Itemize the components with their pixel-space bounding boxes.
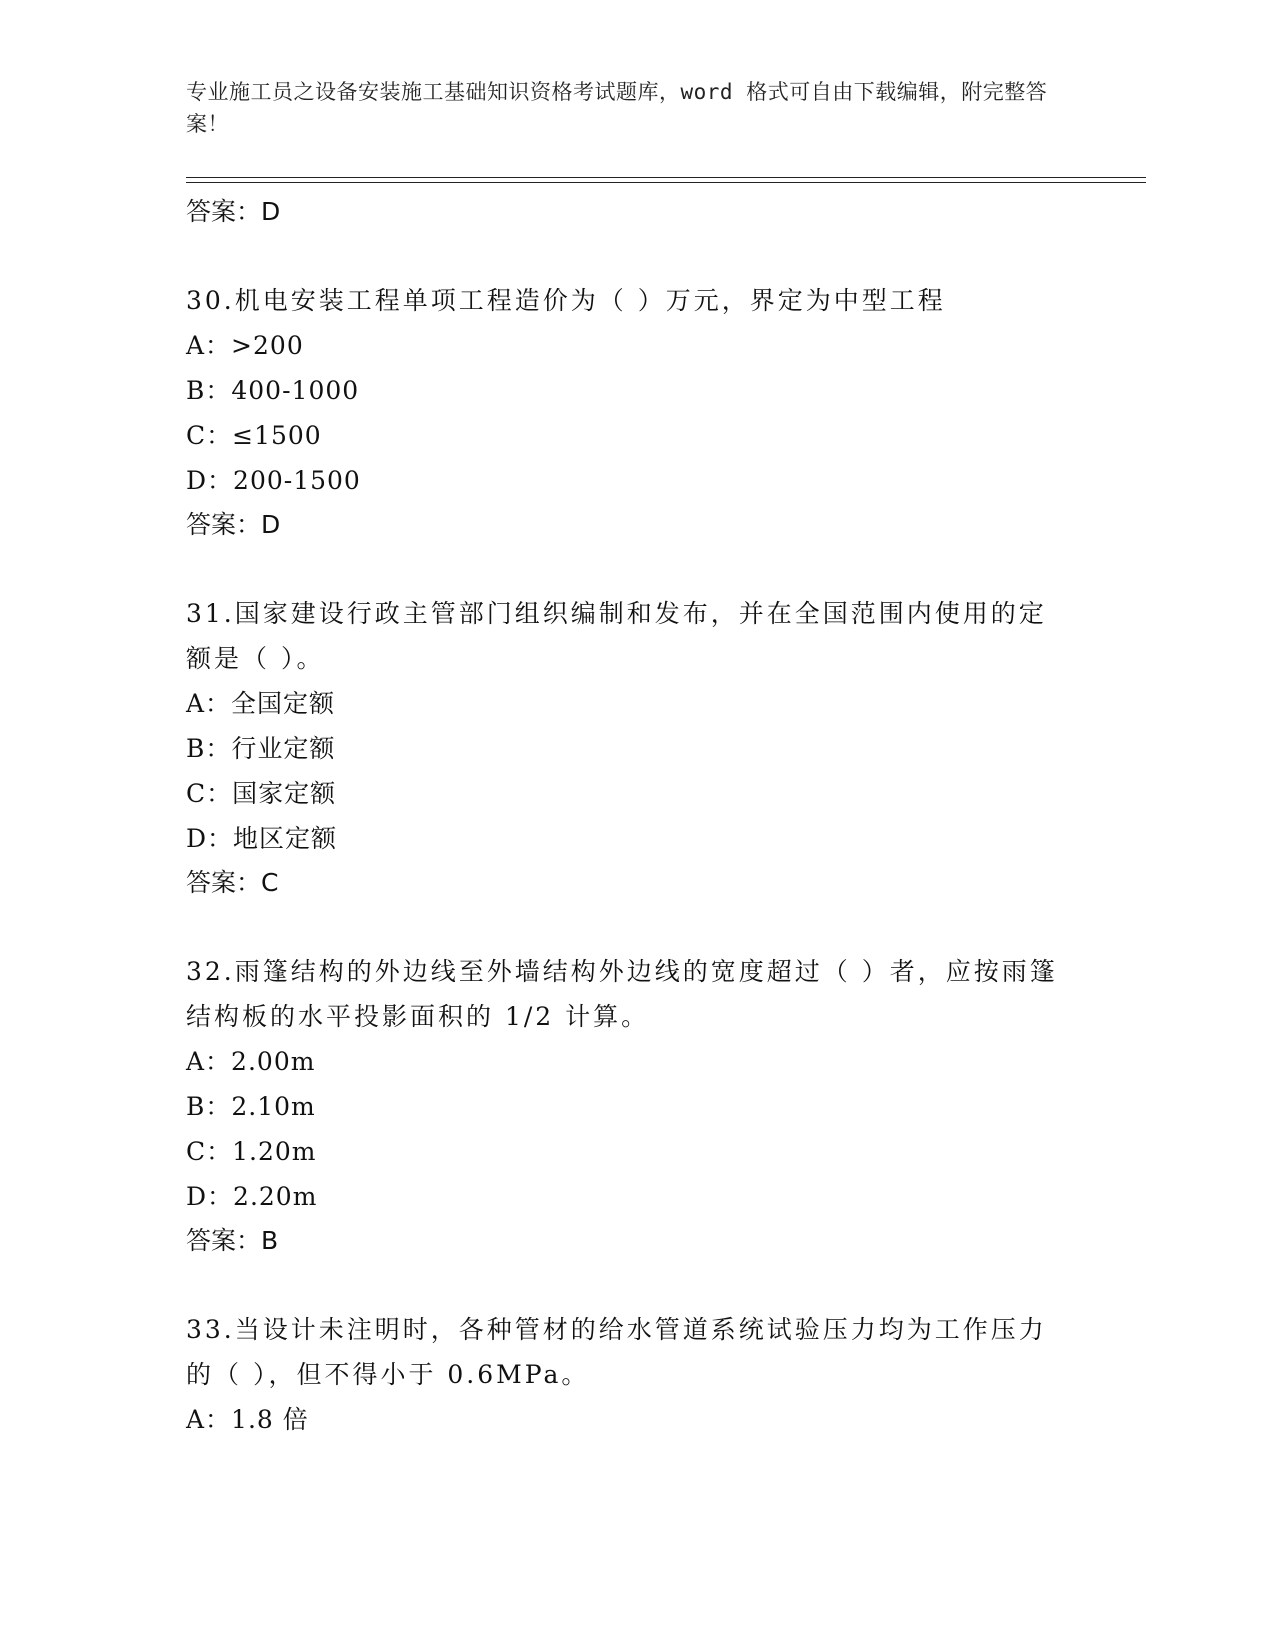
answer-line: 答案：D [186,510,281,539]
header-divider-bottom [186,182,1146,183]
option-a: A：>200 [186,331,304,360]
option-b: B：2.10m [186,1092,316,1121]
option-a: A：全国定额 [186,689,336,718]
question-item [186,591,1066,905]
question-stem: 32.雨篷结构的外边线至外墙结构外边线的宽度超过（ ）者，应按雨篷结构板的水平投影面积的 1/2 计算。 [186,957,1058,1031]
header-divider-top [186,177,1146,178]
question-item [186,1307,1066,1442]
question-stem: 30.机电安装工程单项工程造价为（ ）万元，界定为中型工程 [186,286,946,315]
option-c: C：1.20m [186,1137,317,1166]
question-item [186,949,1066,1263]
answer-line: 答案：C [186,868,279,897]
question-stem: 31.国家建设行政主管部门组织编制和发布，并在全国范围内使用的定额是（ ）。 [186,599,1047,673]
document-header: 专业施工员之设备安装施工基础知识资格考试题库，word 格式可自由下载编辑，附完整答案！ [186,80,1048,136]
question-stem: 33.当设计未注明时，各种管材的给水管道系统试验压力均为工作压力的（ ），但不得小于 0.6MPa。 [186,1315,1047,1389]
option-a: A：1.8 倍 [186,1405,309,1434]
answer-line: 答案：D [186,197,281,226]
option-d: D：200-1500 [186,466,361,495]
answer-line: 答案：B [186,1226,279,1255]
option-d: D：地区定额 [186,824,338,853]
option-c: C：≤1500 [186,421,322,450]
option-d: D：2.20m [186,1182,318,1211]
question-list [186,190,1066,1442]
option-a: A：2.00m [186,1047,316,1076]
option-b: B：400-1000 [186,376,360,405]
option-c: C：国家定额 [186,779,337,808]
question-item [186,278,1066,547]
option-b: B：行业定额 [186,734,336,763]
